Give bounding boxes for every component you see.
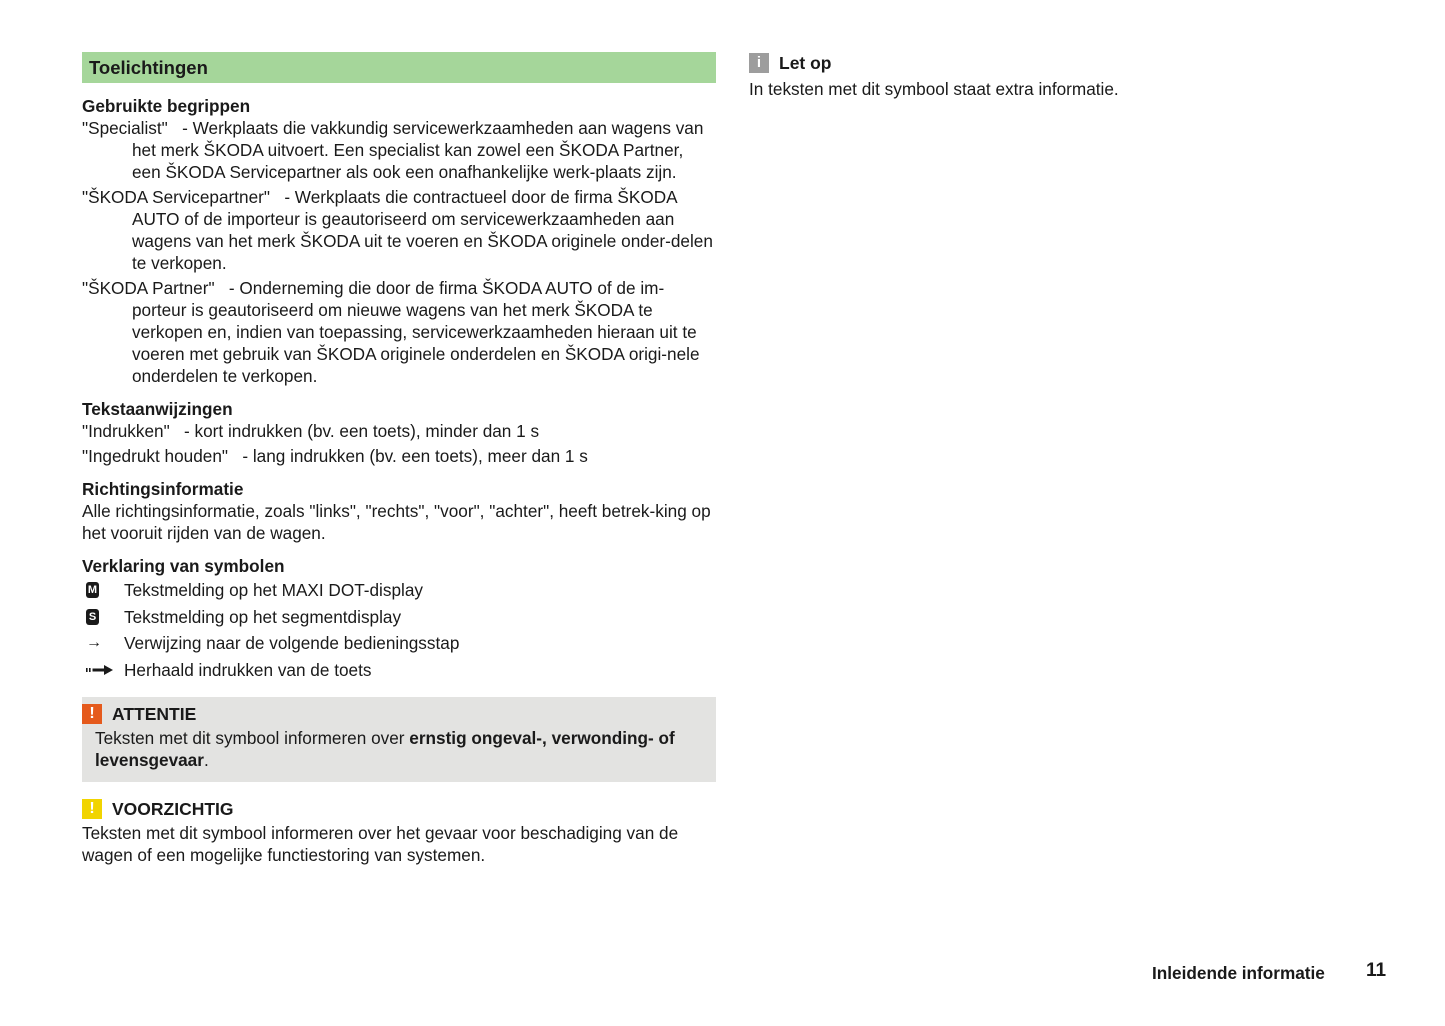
- info-icon: i: [749, 53, 769, 73]
- right-column: [749, 52, 1309, 100]
- caution-box-voorzichtig: [82, 796, 716, 866]
- direction-info-text: Alle richtingsinformatie, zoals "links", "rechts", "voor", "achter", heeft betrek-king op het vooruit rijden van de wagen.: [82, 501, 711, 543]
- arrow-right-icon: →: [86, 634, 102, 652]
- note-header: [749, 52, 1309, 74]
- warning-text-bold: ernstig ongeval-, verwonding- of levensgevaar: [95, 728, 675, 770]
- footer-chapter-title: Inleidende informatie: [1152, 963, 1325, 983]
- warning-box-attentie: [82, 697, 716, 782]
- left-column: [82, 52, 716, 866]
- definition-term: "ŠKODA Servicepartner": [82, 187, 280, 207]
- definition-text: - Onderneming die door de firma ŠKODA AUTO of de im-porteur is geautoriseerd om nieuwe wagens van het merk ŠKODA te verkopen en, indien van toepassing, servicewerkzaamheden hieraan uit te voeren met gebruik van ŠKODA originele onderdelen en ŠKODA origi-nele onderdelen te verkopen.: [132, 278, 700, 386]
- definition-item: [82, 117, 716, 183]
- definition-item: [82, 445, 716, 467]
- heading-gebruikte-begrippen: Gebruikte begrippen: [82, 96, 251, 116]
- caution-exclamation-icon: !: [82, 799, 102, 819]
- warning-text-before: Teksten met dit symbool informeren over: [95, 728, 410, 748]
- definition-term: "Ingedrukt houden": [82, 446, 238, 466]
- definition-item: [82, 186, 716, 274]
- definition-term: "Indrukken": [82, 421, 180, 441]
- symbol-text: Tekstmelding op het MAXI DOT-display: [124, 580, 423, 601]
- heading-richtingsinformatie: Richtingsinformatie: [82, 479, 244, 499]
- symbols-list: [82, 577, 716, 683]
- definition-term: "ŠKODA Partner": [82, 278, 225, 298]
- definition-text: - lang indrukken (bv. een toets), meer dan 1 s: [242, 446, 588, 466]
- warning-text: [82, 727, 702, 771]
- definition-text: - Werkplaats die vakkundig servicewerkzaamheden aan wagens van het merk ŠKODA uitvoert. Een specialist kan zowel een ŠKODA Partner, een ŠKODA Servicepartner als ook een onafhankelijke werk-plaats zijn.: [132, 118, 704, 182]
- definition-term: "Specialist": [82, 118, 178, 138]
- heading-verklaring-symbolen: Verklaring van symbolen: [82, 556, 285, 576]
- page-number: 11: [1366, 960, 1387, 981]
- section-title: Toelichtingen: [82, 52, 716, 83]
- symbol-row: [82, 657, 716, 684]
- warning-label: ATTENTIE: [112, 704, 197, 724]
- heading-tekstaanwijzingen: Tekstaanwijzingen: [82, 399, 233, 419]
- caution-text: Teksten met dit symbool informeren over het gevaar voor beschadiging van de wagen of een mogelijke functiestoring van systemen.: [82, 823, 679, 865]
- definition-item: [82, 277, 716, 387]
- warning-exclamation-icon: !: [82, 704, 102, 724]
- symbol-row: [82, 577, 716, 604]
- note-label: Let op: [779, 53, 832, 73]
- definition-text: - kort indrukken (bv. een toets), minder dan 1 s: [184, 421, 540, 441]
- note-text: In teksten met dit symbool staat extra informatie.: [749, 79, 1119, 99]
- definition-item: [82, 420, 716, 442]
- symbol-text: Tekstmelding op het segmentdisplay: [124, 606, 402, 627]
- segment-display-icon: S: [86, 609, 99, 625]
- symbol-row: [82, 604, 716, 631]
- symbol-row: [82, 630, 716, 657]
- maxi-dot-icon: M: [87, 584, 98, 597]
- definition-text: - Werkplaats die contractueel door de firma ŠKODA AUTO of de importeur is geautoriseerd om servicewerkzaamheden aan wagens van het merk ŠKODA uit te voeren en ŠKODA originele onder-delen te verkopen.: [132, 187, 713, 273]
- symbol-text: Verwijzing naar de volgende bedieningsstap: [124, 633, 460, 654]
- caution-label: VOORZICHTIG: [112, 799, 234, 819]
- definitions-list: [82, 117, 716, 387]
- symbol-text: Herhaald indrukken van de toets: [124, 659, 372, 680]
- text-instructions-list: [82, 420, 716, 467]
- warning-text-after: .: [203, 750, 209, 770]
- repeat-press-icon: [86, 665, 114, 675]
